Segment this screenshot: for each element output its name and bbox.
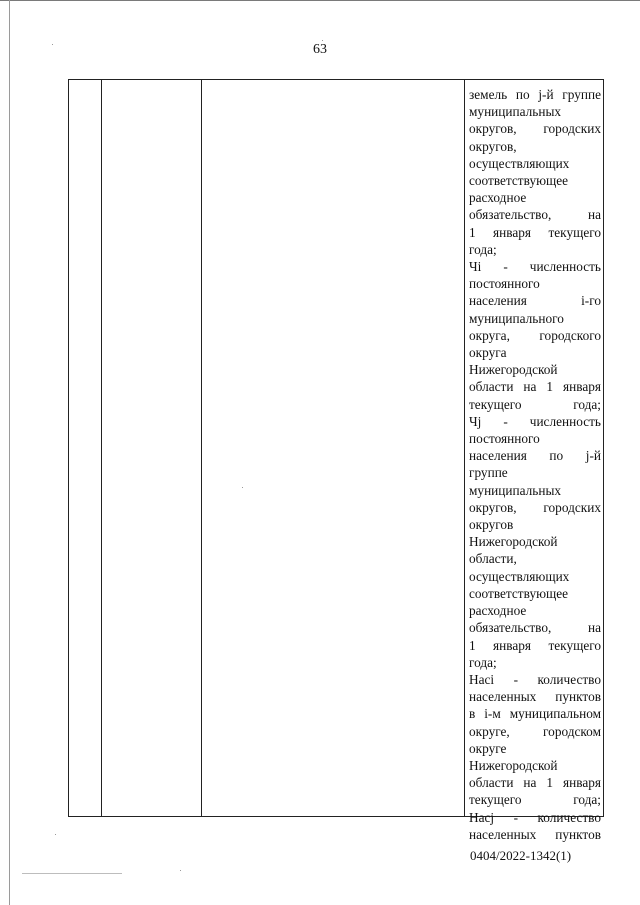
cell-line: группе — [469, 465, 508, 481]
cell-line: осуществляющих — [469, 568, 570, 584]
cell-line: обязательство, на — [469, 207, 601, 223]
cell-line: расходное — [469, 190, 527, 206]
cell-line: текущего года; — [469, 396, 601, 412]
scan-speck — [55, 834, 56, 835]
cell-line: округа — [469, 345, 507, 361]
cell-line: Нижегородской — [469, 757, 558, 773]
cell-line: области, — [469, 551, 517, 567]
cell-line: области на 1 января — [469, 379, 601, 395]
cell-line: округов, — [469, 138, 517, 154]
cell-line: года; — [469, 654, 497, 670]
cell-line: округов — [469, 517, 514, 533]
document-table — [68, 79, 604, 842]
cell-line: постоянного — [469, 431, 540, 447]
scan-speck — [52, 44, 53, 45]
cell-line: текущего года; — [469, 792, 601, 808]
cell-line: Нижегородской — [469, 534, 558, 550]
cell-line: округов, городских — [469, 499, 601, 515]
cell-line: области на 1 января — [469, 775, 601, 791]
cell-line: обязательство, на — [469, 620, 601, 636]
cell-line: года; — [469, 241, 497, 257]
cell-line: округе, городском — [469, 723, 601, 739]
page-number: 63 — [313, 42, 327, 57]
cell-line: округов, городских — [469, 121, 601, 137]
cell-line: осуществляющих — [469, 155, 570, 171]
cell-line: в i-м муниципальном — [469, 706, 601, 722]
scan-speck — [322, 40, 323, 41]
cell-line: соответствующее — [469, 585, 569, 601]
cell-line: Насi - количество — [469, 671, 601, 687]
scan-edge-top — [0, 0, 640, 1]
cell-line: округе — [469, 740, 507, 756]
table-column-divider — [201, 80, 202, 816]
cell-line: Чj - численность — [469, 413, 601, 429]
scan-speck — [242, 487, 243, 488]
scan-bottom-mark — [22, 873, 122, 874]
scan-speck — [180, 870, 181, 871]
cell-line: земель по j-й группе — [469, 87, 601, 102]
cell-line: Насj - количество — [469, 809, 601, 825]
cell-line: 1 января текущего — [469, 637, 601, 653]
table-column-divider — [101, 80, 102, 816]
cell-line: округа, городского — [469, 327, 601, 343]
cell-line: 1 января текущего — [469, 224, 601, 240]
cell-line: муниципальных — [469, 482, 562, 498]
table-cell-text — [469, 86, 601, 843]
cell-line: муниципального — [469, 310, 564, 326]
cell-line: Нижегородской — [469, 362, 558, 378]
table-column-divider — [464, 80, 465, 816]
cell-line: соответствующее — [469, 173, 569, 189]
cell-line: муниципальных — [469, 104, 562, 120]
cell-line: населенных пунктов — [469, 689, 601, 705]
cell-line: Чi - численность — [469, 259, 601, 275]
scan-edge-left — [9, 0, 10, 905]
cell-line: населения i-го — [469, 293, 601, 309]
cell-line: населенных пунктов — [469, 826, 601, 842]
cell-line: постоянного — [469, 276, 540, 292]
cell-line: расходное — [469, 603, 527, 619]
document-code: 0404/2022-1342(1) — [470, 848, 572, 863]
cell-line: населения по j-й — [469, 448, 601, 464]
